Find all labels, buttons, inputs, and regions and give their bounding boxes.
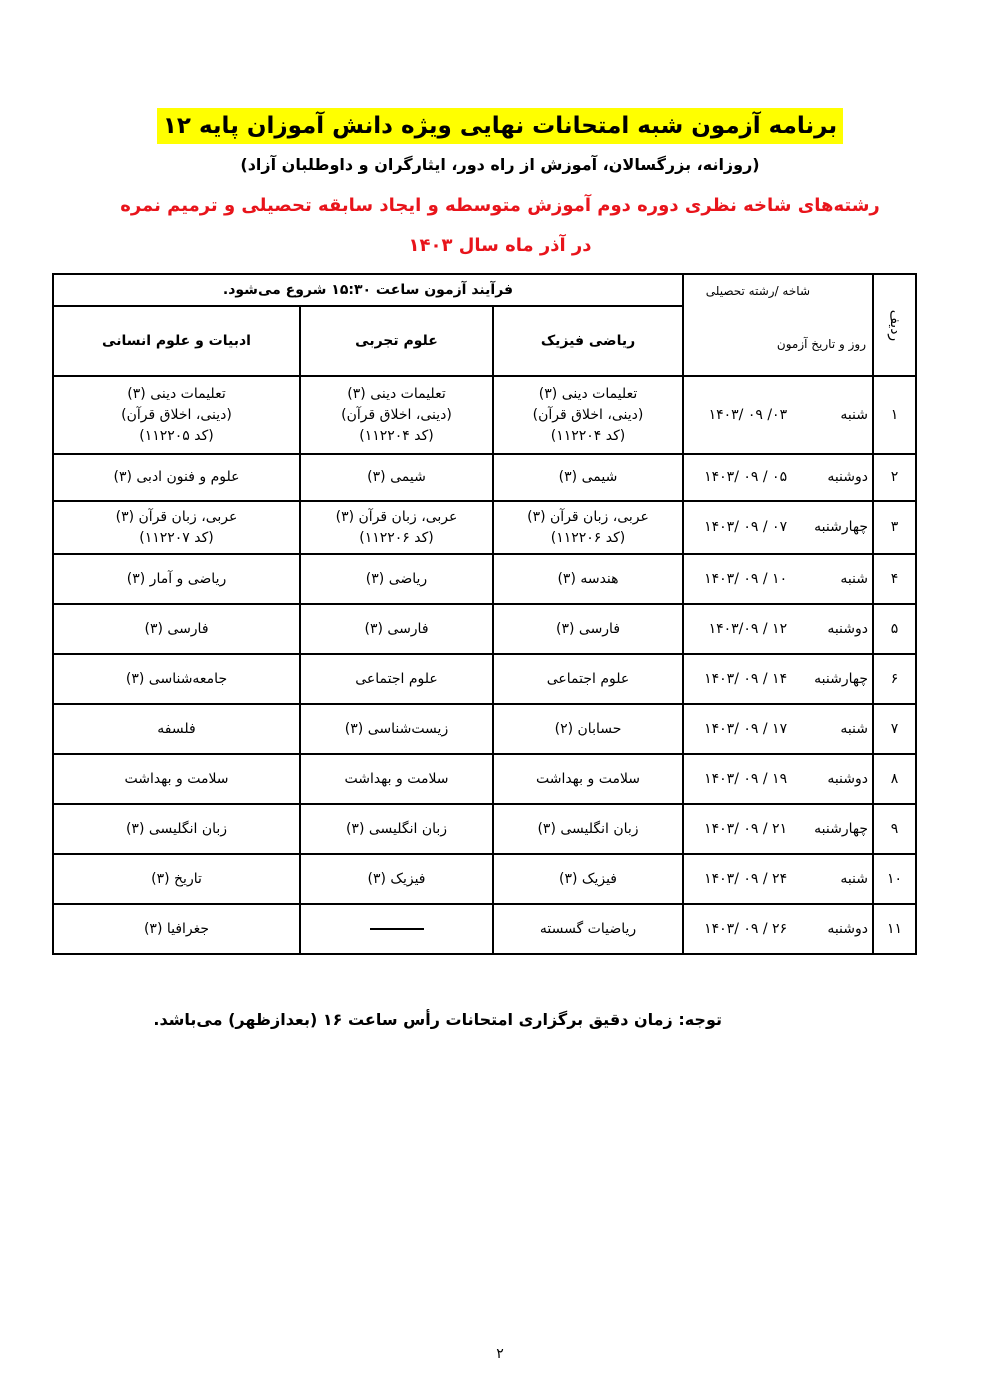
row-number: ۹ — [873, 804, 916, 854]
subject-literature-humanities: فلسفه — [53, 704, 300, 754]
subject-math-physics: سلامت و بهداشت — [493, 754, 683, 804]
exam-day: دوشنبه — [827, 469, 868, 485]
subject-literature-humanities: فارسی (۳) — [53, 604, 300, 654]
corner-header-cell — [683, 274, 873, 376]
subject-math-physics: فیزیک (۳) — [493, 854, 683, 904]
subject-math-physics: شیمی (۳) — [493, 454, 683, 501]
exam-date: ۰۵ / ۰۹ /۱۴۰۳ — [704, 469, 788, 485]
row-number: ۲ — [873, 454, 916, 501]
subject-literature-humanities: ریاضی و آمار (۳) — [53, 554, 300, 604]
corner-date-label: روز و تاریخ آزمون — [776, 337, 866, 351]
subject-literature-humanities: زبان انگلیسی (۳) — [53, 804, 300, 854]
exam-date: ۲۶ / ۰۹ /۱۴۰۳ — [704, 920, 788, 937]
subject-experimental-sciences — [300, 904, 493, 954]
subject-literature-humanities: تاریخ (۳) — [53, 854, 300, 904]
exam-day: چهارشنبه — [814, 820, 868, 837]
table-row — [53, 854, 916, 904]
corner-field-label: شاخه /رشته تحصیلی — [705, 284, 810, 298]
row-number: ۶ — [873, 654, 916, 704]
page-number: ۲ — [496, 1346, 504, 1362]
exam-date-cell — [683, 604, 873, 654]
table-row — [53, 654, 916, 704]
exam-date-cell — [683, 904, 873, 954]
subject-math-physics: تعلیمات دینی (۳) (دینی، اخلاق قرآن) (کد ۱۱۲۲۰۴) — [493, 376, 683, 454]
exam-period: در آذر ماه سال ۱۴۰۳ — [408, 235, 592, 256]
exam-date: ۰۳/ ۰۹ /۱۴۰۳ — [708, 406, 788, 423]
exam-day: چهارشنبه — [814, 670, 868, 687]
exam-date: ۱۹ / ۰۹ /۱۴۰۳ — [704, 770, 788, 787]
subject-experimental-sciences: فارسی (۳) — [300, 604, 493, 654]
exam-day: چهارشنبه — [814, 519, 868, 535]
subject-literature-humanities: عربی، زبان قرآن (۳) (کد ۱۱۲۲۰۷) — [53, 501, 300, 554]
row-number: ۸ — [873, 754, 916, 804]
exam-day: شنبه — [840, 406, 868, 423]
subject-math-physics: فارسی (۳) — [493, 604, 683, 654]
exam-day: دوشنبه — [827, 770, 868, 787]
note-text: توجه: زمان دقیق برگزاری امتحانات رأس ساعت ۱۶ (بعدازظهر) می‌باشد. — [153, 1010, 722, 1029]
exam-day: شنبه — [840, 720, 868, 737]
subject-literature-humanities: جغرافیا (۳) — [53, 904, 300, 954]
field-experimental-sciences: علوم تجربی — [300, 306, 493, 376]
exam-date-cell — [683, 376, 873, 454]
subject-literature-humanities: سلامت و بهداشت — [53, 754, 300, 804]
table-row — [53, 754, 916, 804]
row-number: ۷ — [873, 704, 916, 754]
row-number: ۱ — [873, 376, 916, 454]
table-row — [53, 604, 916, 654]
subject-math-physics: هندسه (۳) — [493, 554, 683, 604]
subject-literature-humanities: تعلیمات دینی (۳) (دینی، اخلاق قرآن) (کد ۱۱۲۲۰۵) — [53, 376, 300, 454]
subject-experimental-sciences: زبان انگلیسی (۳) — [300, 804, 493, 854]
subject-literature-humanities: علوم و فنون ادبی (۳) — [53, 454, 300, 501]
exam-date: ۱۴ / ۰۹ /۱۴۰۳ — [704, 670, 788, 687]
exam-schedule-table — [52, 273, 917, 955]
subject-experimental-sciences: عربی، زبان قرآن (۳) (کد ۱۱۲۲۰۶) — [300, 501, 493, 554]
subject-experimental-sciences: شیمی (۳) — [300, 454, 493, 501]
subject-math-physics: ریاضیات گسسته — [493, 904, 683, 954]
table-row — [53, 454, 916, 501]
subject-experimental-sciences: زیست‌شناسی (۳) — [300, 704, 493, 754]
exam-date-cell — [683, 654, 873, 704]
row-number: ۵ — [873, 604, 916, 654]
table-header-row — [53, 274, 916, 306]
table-row — [53, 904, 916, 954]
exam-day: دوشنبه — [827, 620, 868, 637]
row-number: ۱۱ — [873, 904, 916, 954]
exam-date-cell — [683, 754, 873, 804]
exam-date-cell — [683, 854, 873, 904]
table-row — [53, 804, 916, 854]
subject-math-physics: زبان انگلیسی (۳) — [493, 804, 683, 854]
subject-experimental-sciences: ریاضی (۳) — [300, 554, 493, 604]
subject-experimental-sciences: تعلیمات دینی (۳) (دینی، اخلاق قرآن) (کد ۱۱۲۲۰۴) — [300, 376, 493, 454]
page-title: برنامه آزمون شبه امتحانات نهایی ویژه دانش آموزان پایه ۱۲ — [157, 108, 843, 144]
exam-date: ۱۰ / ۰۹ /۱۴۰۳ — [704, 570, 788, 587]
exam-date: ۰۷ / ۰۹ /۱۴۰۳ — [704, 519, 788, 535]
subject-math-physics: عربی، زبان قرآن (۳) (کد ۱۱۲۲۰۶) — [493, 501, 683, 554]
table-row — [53, 376, 916, 454]
subject-math-physics: حسابان (۲) — [493, 704, 683, 754]
exam-date: ۲۴ / ۰۹ /۱۴۰۳ — [704, 870, 788, 887]
row-number-header: ردیف — [873, 274, 916, 376]
exam-date-cell — [683, 704, 873, 754]
subject-literature-humanities: جامعه‌شناسی (۳) — [53, 654, 300, 704]
table-row — [53, 554, 916, 604]
row-number: ۱۰ — [873, 854, 916, 904]
table-row — [53, 501, 916, 554]
subject-experimental-sciences: سلامت و بهداشت — [300, 754, 493, 804]
exam-date: ۱۲ / ۱۴۰۳/۰۹ — [708, 620, 788, 637]
exam-day: شنبه — [840, 570, 868, 587]
field-math-physics: ریاضی فیزیک — [493, 306, 683, 376]
exam-date-cell — [683, 554, 873, 604]
exam-date-cell — [683, 501, 873, 554]
title-row — [0, 108, 1000, 144]
subtitle: (روزانه، بزرگسالان، آموزش از راه دور، ایثارگران و داوطلبان آزاد) — [240, 155, 760, 174]
exam-date: ۱۷ / ۰۹ /۱۴۰۳ — [704, 720, 788, 737]
field-literature-humanities: ادبیات و علوم انسانی — [53, 306, 300, 376]
no-exam-dash — [370, 928, 424, 930]
row-number: ۳ — [873, 501, 916, 554]
exam-day: شنبه — [840, 870, 868, 887]
row-number: ۴ — [873, 554, 916, 604]
exam-date-cell — [683, 804, 873, 854]
program-description: رشته‌های شاخه نظری دوره دوم آموزش متوسطه و ایجاد سابقه تحصیلی و ترمیم نمره — [120, 195, 880, 216]
exam-date-cell — [683, 454, 873, 501]
subject-math-physics: علوم اجتماعی — [493, 654, 683, 704]
exam-date: ۲۱ / ۰۹ /۱۴۰۳ — [704, 820, 788, 837]
subject-experimental-sciences: علوم اجتماعی — [300, 654, 493, 704]
subject-experimental-sciences: فیزیک (۳) — [300, 854, 493, 904]
exam-day: دوشنبه — [827, 920, 868, 937]
table-row — [53, 704, 916, 754]
process-start-note: فرآیند آزمون ساعت ۱۵:۳۰ شروع می‌شود. — [53, 274, 683, 306]
